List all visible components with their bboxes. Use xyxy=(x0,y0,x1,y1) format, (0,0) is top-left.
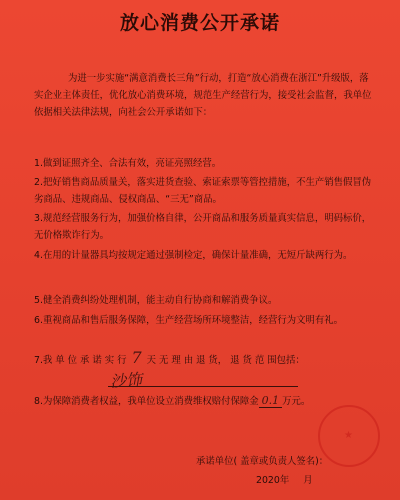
pledge-item-5: 5.健全消费纠纷处理机制，能主动自行协商和解消费争议。 xyxy=(34,295,278,306)
intro-paragraph: 为进一步实施“满意消费长三角”行动，打造“放心消费在浙江”升级版，落实企业主体责任，优化放心消费环境，规范生产经营行为，接受社会监督，我单位依据相关法律法规，向社会公开承诺如下： xyxy=(34,73,372,118)
date-year: 2020年 xyxy=(256,475,290,486)
return-scope-underline xyxy=(108,386,298,387)
item-7-tail-text: 天 无 理 由 退 货， 退 货 范 围包括： xyxy=(146,355,305,366)
pledge-item-4: 4.在用的计量器具均按规定通过强制检定，确保计量准确，无短斤缺两行为。 xyxy=(34,250,353,261)
pledge-item-8 xyxy=(34,392,374,410)
seal-star-icon: ★ xyxy=(344,430,353,441)
pledge-item-6: 6.重视商品和售后服务保障，生产经营场所环境整洁，经营行为文明有礼。 xyxy=(34,315,343,326)
document-title: 放心消费公开承诺 xyxy=(119,12,280,34)
return-scope-handwritten: 沙饰 xyxy=(109,369,143,392)
item-7-lead-text: 7.我 单 位 承 诺 实 行 xyxy=(34,355,127,366)
signing-date xyxy=(256,472,313,486)
guarantee-amount-handwritten: 0.1 xyxy=(259,394,283,408)
pledge-item-7 xyxy=(34,349,374,369)
return-days-handwritten: 7 xyxy=(131,348,142,367)
pledge-item-1: 1.做到证照齐全、合法有效，亮证亮照经营。 xyxy=(34,158,222,169)
pledge-item-2: 2.把好销售商品质量关，落实进货查验、索证索票等管控措施，不生产销售假冒伪劣商品、违规商品、侵权商品、“三无”商品。 xyxy=(34,177,372,205)
signoff-label: 承诺单位( 盖章或负责人签名)： xyxy=(196,456,329,467)
pledge-item-3: 3.规范经营服务行为，加强价格自律，公开商品和服务质量真实信息，明码标价，无价格欺诈行为。 xyxy=(34,213,372,241)
item-8-lead-text: 8.为保障消费者权益，我单位设立消费维权赔付保障金 xyxy=(34,396,259,407)
item-8-tail-text: 万元。 xyxy=(282,396,311,407)
date-month: 月 xyxy=(303,475,313,486)
